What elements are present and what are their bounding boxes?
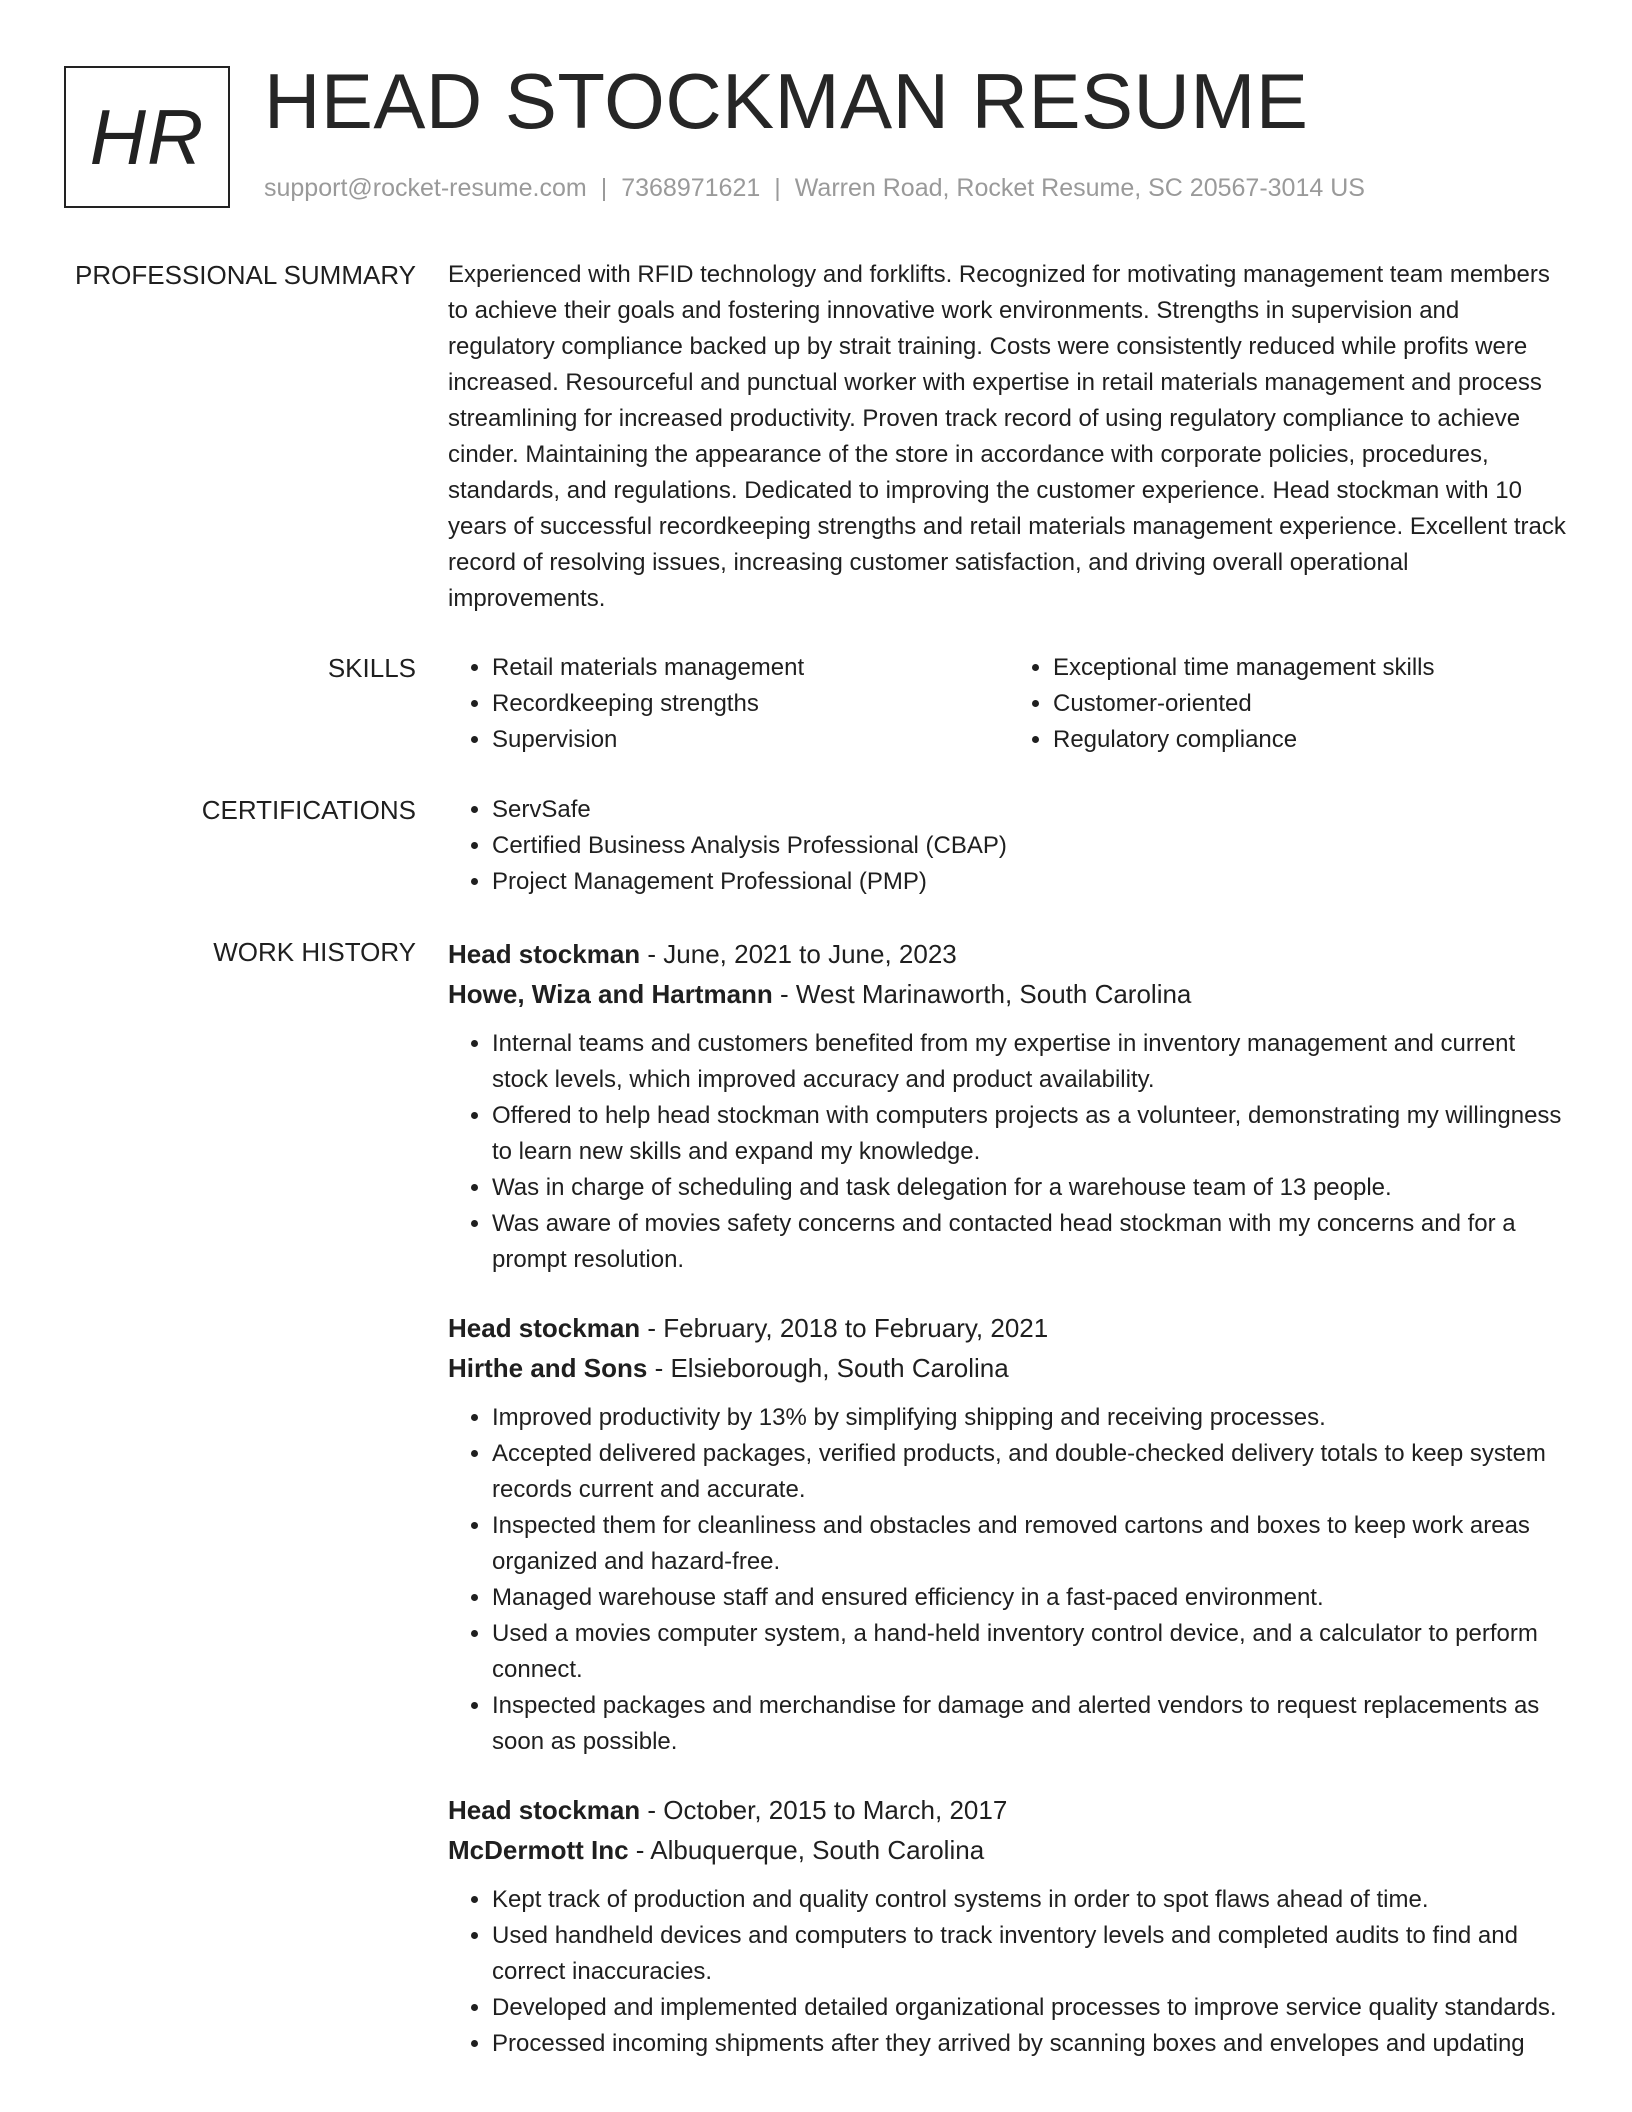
job-location: - Elsieborough, South Carolina <box>647 1353 1009 1383</box>
job-entry <box>448 934 1570 1278</box>
job-bullet: • Used handheld devices and computers to track inventory levels and completed audits to find and correct inaccuracies. <box>492 1918 1570 1990</box>
skill-item: • Supervision <box>492 722 1009 758</box>
job-bullet: • Accepted delivered packages, verified products, and double-checked delivery totals to keep system records current and accurate. <box>492 1436 1570 1508</box>
skills-label: SKILLS <box>327 653 416 683</box>
work-history-label: WORK HISTORY <box>213 937 416 967</box>
contact-separator: | <box>600 174 608 202</box>
job-title: Head stockman <box>448 939 641 969</box>
job-location: - Albuquerque, South Carolina <box>628 1835 985 1865</box>
job-entry <box>448 1790 1570 2062</box>
job-bullets <box>448 1026 1570 1278</box>
job-bullet: • Internal teams and customers benefited from my expertise in inventory management and current stock levels, which improved accuracy and product availability. <box>492 1026 1570 1098</box>
skills-list-right <box>1009 650 1570 758</box>
job-entry <box>448 1308 1570 1760</box>
skills-list-left <box>448 650 1009 758</box>
job-bullet: • Improved productivity by 13% by simplifying shipping and receiving processes. <box>492 1400 1570 1436</box>
contact-email: support@rocket-resume.com <box>264 174 587 202</box>
skill-item: • Retail materials management <box>492 650 1009 686</box>
job-company-line <box>448 1348 1570 1388</box>
job-location: - West Marinaworth, South Carolina <box>772 979 1192 1009</box>
job-bullet: • Used a movies computer system, a hand-held inventory control device, and a calculator to perform connect. <box>492 1616 1570 1688</box>
job-company: Howe, Wiza and Hartmann <box>448 979 773 1009</box>
contact-separator: | <box>774 174 781 202</box>
job-bullet: • Developed and implemented detailed organizational processes to improve service quality standards. <box>492 1990 1570 2026</box>
certification-item: • Certified Business Analysis Professional (CBAP) <box>492 828 1570 864</box>
job-bullet: • Offered to help head stockman with computers projects as a volunteer, demonstrating my willingness to learn new skills and expand my knowledge. <box>492 1098 1570 1170</box>
job-bullet: • Inspected packages and merchandise for damage and alerted vendors to request replacements as soon as possible. <box>492 1688 1570 1760</box>
summary-label: PROFESSIONAL SUMMARY <box>75 260 416 290</box>
job-title-line <box>448 1308 1570 1348</box>
job-title: Head stockman <box>448 1795 641 1825</box>
monogram-logo: HR <box>64 66 230 208</box>
skills-grid <box>448 650 1570 758</box>
summary-body <box>448 257 1570 617</box>
skill-item: • Recordkeeping strengths <box>492 686 1009 722</box>
job-bullets <box>448 1882 1570 2062</box>
job-bullets <box>448 1400 1570 1760</box>
resume-title: HEAD STOCKMAN RESUME <box>264 57 1309 145</box>
certification-item: • ServSafe <box>492 792 1570 828</box>
job-title: Head stockman <box>448 1313 641 1343</box>
certification-item: • Project Management Professional (PMP) <box>492 864 1570 900</box>
job-company: McDermott Inc <box>448 1835 629 1865</box>
job-bullet: • Was in charge of scheduling and task delegation for a warehouse team of 13 people. <box>492 1170 1570 1206</box>
skill-item: • Customer-oriented <box>1053 686 1570 722</box>
job-bullet: • Kept track of production and quality control systems in order to spot flaws ahead of time. <box>492 1882 1570 1918</box>
contact-address: Warren Road, Rocket Resume, SC 20567-3014 US <box>794 174 1365 202</box>
certifications-label: CERTIFICATIONS <box>201 795 416 825</box>
certifications-body <box>448 792 1570 900</box>
skill-item: • Exceptional time management skills <box>1053 650 1570 686</box>
skill-item: • Regulatory compliance <box>1053 722 1570 758</box>
work-history-body <box>448 934 1570 2092</box>
contact-line <box>264 174 1365 203</box>
job-company-line <box>448 1830 1570 1870</box>
job-title-line <box>448 934 1570 974</box>
job-title-line <box>448 1790 1570 1830</box>
job-bullet: • Processed incoming shipments after they arrived by scanning boxes and envelopes and updating <box>492 2026 1570 2062</box>
job-company: Hirthe and Sons <box>448 1353 648 1383</box>
job-bullet: • Managed warehouse staff and ensured efficiency in a fast-paced environment. <box>492 1580 1570 1616</box>
summary-text: Experienced with RFID technology and forklifts. Recognized for motivating management team members to achieve their goals and fostering innovative work environments. Strengths in supervision and regulatory compliance backed up by strait training. Costs were consistently reduced while profits were increased. Resourceful and punctual worker with expertise in retail materials management and process streamlining for increased productivity. Proven track record of using regulatory compliance to achieve cinder. Maintaining the appearance of the store in accordance with corporate policies, procedures, standards, and regulations. Dedicated to improving the customer experience. Head stockman with 10 years of successful recordkeeping strengths and retail materials management experience. Excellent track record of resolving issues, increasing customer satisfaction, and driving overall operational improvements. <box>448 261 1566 612</box>
job-dates: - February, 2018 to February, 2021 <box>640 1313 1049 1343</box>
job-company-line <box>448 974 1570 1014</box>
certifications-list <box>448 792 1570 900</box>
job-dates: - October, 2015 to March, 2017 <box>640 1795 1008 1825</box>
job-bullet: • Was aware of movies safety concerns and contacted head stockman with my concerns and for a prompt resolution. <box>492 1206 1570 1278</box>
job-bullet: • Inspected them for cleanliness and obstacles and removed cartons and boxes to keep work areas organized and hazard-free. <box>492 1508 1570 1580</box>
contact-phone: 7368971621 <box>621 174 761 202</box>
job-dates: - June, 2021 to June, 2023 <box>640 939 957 969</box>
